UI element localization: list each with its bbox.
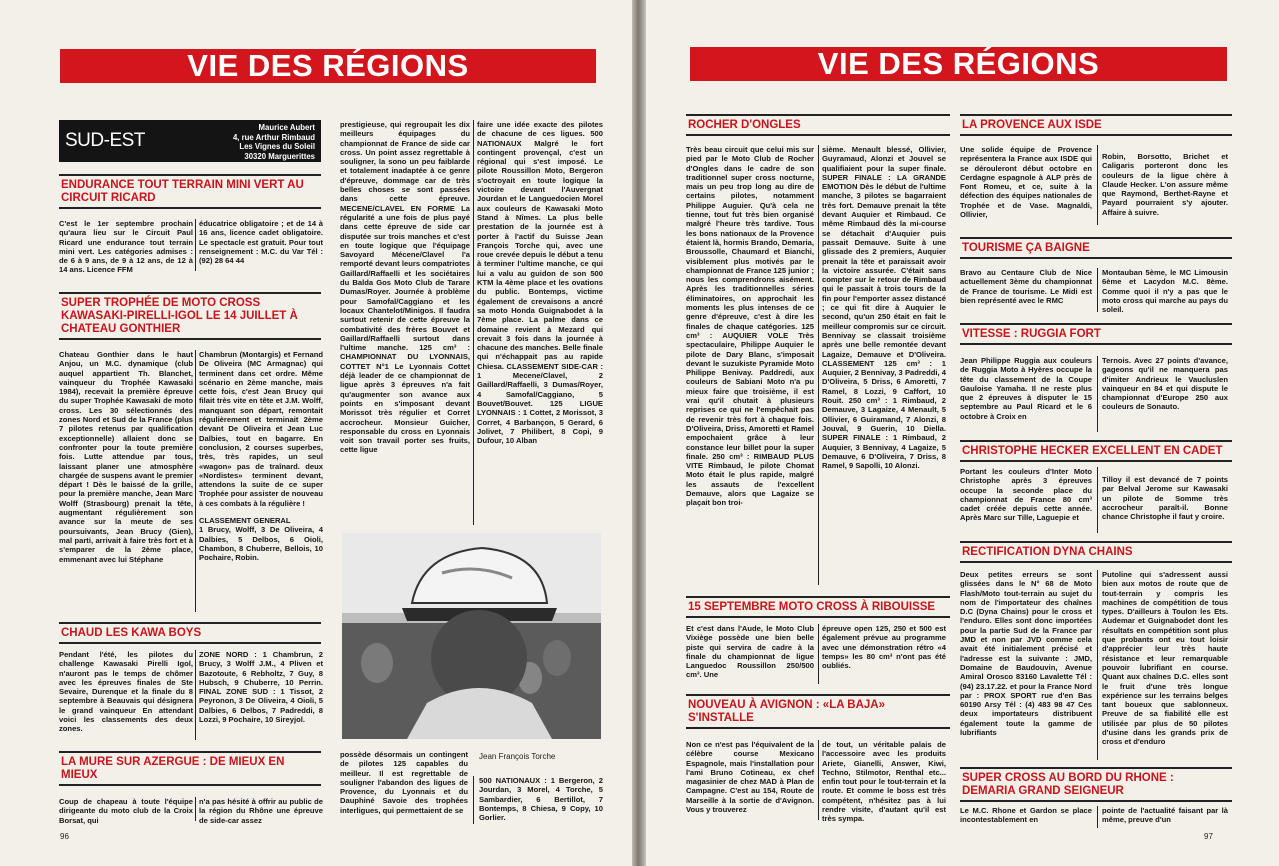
rider-photo bbox=[342, 533, 601, 739]
column-divider bbox=[473, 120, 474, 525]
article-body: C'est le 1er septembre prochain qu'aura lieu sur le Circuit Paul Ricard une endurance tout terrain mini vert. Les catégories admises : de 6 à 9 ans, de 9 à 12 ans, de 12 à 14 ans. Licence FFM bbox=[59, 219, 193, 275]
article-body: Coup de chapeau à toute l'équipe dirigeante du moto club de la Croix Borsat, qui bbox=[59, 797, 193, 825]
column-divider bbox=[195, 219, 196, 271]
page-banner-right: VIE DES RÉGIONS bbox=[690, 47, 1227, 81]
article-title-vitesse: VITESSE : RUGGIA FORT bbox=[960, 323, 1232, 345]
article-body: de tout, un véritable palais de l'accessoire avec les produits Ariete, Gianelli, Answer, Kiwi, Techno, Stilmotor, Renthal etc... enfin tout pour le tout-terrain et la route. Et comme le boss est très compétent, n'hésitez pas à lui rendre visite, d'autant qu'il est très sympa. bbox=[822, 740, 946, 824]
article-body: possède désormais un contingent de pilotes 125 capables du meilleur. Il est regrettable de souligner l'abandon des ligues de Provence, du Lyonnais et du Dauphiné Savoie des trophées interligues, qui permettaient de se bbox=[340, 750, 468, 815]
article-body: n'a pas hésité à offrir au public de la région du Rhône une épreuve de side-car assez bbox=[199, 797, 323, 825]
article-body: Deux petites erreurs se sont glissées dans le N° 68 de Moto Flash/Moto tout-terrain au sujet du nom de l'importateur des chaînes D.C (Dyna Chains) pour le cross et l'enduro. Elles sont donc importées pour la partie Sud de la France par JMD et non par JVD comme cela avait été initialement précisé et l'adresse est la suivante : JMD, Domaine de Baudouvin, Avenue Amiral Orosco 83160 Lavalette Tél : (94) 23.17.22. et pour la France Nord par : PROX SPORT rue d'en Bas 60190 Arsy Tél : (4) 483 98 47 Ces deux importateurs distribuent également toute la gamme de lubrifiants bbox=[960, 570, 1092, 738]
page-gutter bbox=[632, 0, 646, 866]
article-body: Bravo au Centaure Club de Nice actuellement 3ème du championnat de France de tourisme. Le Midi est bien représenté avec le RMC bbox=[960, 268, 1092, 305]
article-body: Portant les couleurs d'Inter Moto Christophe après 3 épreuves occupe la seconde place du championnat de France 80 cm³ cadet créée depuis cette année. Après Marc sur Tille, Laguepie et bbox=[960, 467, 1092, 523]
left-page bbox=[0, 0, 632, 866]
article-body: faire une idée exacte des pilotes de chacune de ces ligues. 500 NATIONAUX Malgré le fort contingent provençal, c'est un régional qui s'est imposé. Le pilote Roussillon Moto, Bergeron s'octroyait en toute logique la victoire devant l'Auvergnat Jourdan et le Languedocien Morel aux couleurs de Kawasaki Moto Stand à Nîmes. La plus belle prestation de la journée est à porter à l'actif du Suisse Jean François Torche qui, avec une roue crevée depuis le début a tenu à terminer l'ultime manche, ce qui lui a valu au guidon de son 500 KTM la 4ème place et les ovations du public. Bontemps, victime également de crevaisons a ancré sa moto Honda Guignabodet à la 7ème place. La palme dans ce domaine revient à Mezard qui crevait 3 fois dans la journée à chacune des manches. Belle finale qui n'échappait pas au rapide Chiesa. CLASSEMENT SIDE-CAR : 1 Mecene/Clavel, 2 Gaillard/Raffaelli, 3 Dumas/Royer, 4 Samofal/Caggiano, 5 Bouvet/Bouvet. 125 LIGUE LYONNAIS : 1 Cottet, 2 Morissot, 3 Corret, 4 Barbançon, 5 Gerard, 6 Jolivet, 7 Philibert, 8 Copi, 9 Dufour, 10 Alban bbox=[477, 120, 603, 446]
article-body: Ternois. Avec 27 points d'avance, gageons qu'il ne manquera pas d'imiter Andrieux le Vaucluslen vainqueur en 84 et qui dispute le championnat d'Europe 250 aux couleurs de Sonauto. bbox=[1102, 356, 1228, 412]
article-title-provence-isde: LA PROVENCE AUX ISDE bbox=[960, 114, 1232, 136]
column-divider bbox=[818, 145, 819, 585]
article-title-dyna-chains: RECTIFICATION DYNA CHAINS bbox=[960, 541, 1232, 563]
article-body: épreuve open 125, 250 et 500 est également prévue au programme avec une démonstration rétro «4 temps» les 80 cm³ n'ont pas été oubliés. bbox=[822, 624, 946, 671]
article-body: Putoline qui s'adressent aussi bien aux motos de route que de tout-terrain y compris les machines de compétition de tous types. D'ailleurs à Toulon les Ets. Audemar et Guignabodet dont les résultats en compétition sont plus que probants ont eu tout loisir d'apprécier leur très haute résistance et leur remarquable pouvoir lubrifiant en course. Quant aux chaînes D.C. elles sont le fruit d'une très longue expérience sur les terrains belges tant boueux que sablonneux. Preuve de sa fiabilité elle est utilisée par plus de 50 pilotes d'usine dans les grands prix de cross et d'enduro bbox=[1102, 570, 1228, 747]
rider-photo-illustration bbox=[342, 533, 601, 739]
article-title-super-cross-rhone: SUPER CROSS AU BORD DU RHONE : DEMARIA GRAND SEIGNEUR bbox=[960, 767, 1232, 802]
article-body: Robin, Borsotto, Brichet et Caligaris porteront donc les couleurs de la ligue chère à Claude Hecker. L'on assure même que Raymond, Berthet-Rayne et Payard pourraient s'y ajouter. Affaire à suivre. bbox=[1102, 152, 1228, 217]
article-body: Tilloy il est devancé de 7 points par Belval Jerome sur Kawasaki un pilote de Somme très accrocheur paraît-il. Bonne chance Christophe il faut y croire. bbox=[1102, 475, 1228, 522]
column-divider bbox=[818, 740, 819, 820]
article-title-rocher-dongles: ROCHER D'ONGLES bbox=[686, 114, 950, 136]
article-title-la-mure: LA MURE SUR AZERGUE : DE MIEUX EN MIEUX bbox=[59, 751, 321, 786]
article-body: Montauban 5ème, le MC Limousin 6ème et Lacydon M.C. 8ème. Comme quoi il n'y a pas que le moto cross qui marche au pays du soleil. bbox=[1102, 268, 1228, 315]
column-divider bbox=[195, 350, 196, 612]
column-divider bbox=[1097, 145, 1098, 225]
article-body: Et c'est dans l'Aude, le Moto Club Vixiège possède une bien belle piste qui servira de cadre à la finale du championnat de ligue Languedoc Roussillon 250/500 cm³. Une bbox=[686, 624, 814, 680]
article-body: prestigieuse, qui regroupait les dix meilleurs équipages du championnat de France de side car cross. Un point assez regrettable à souligner, la sono un peu faiblarde et totalement inadaptée à ce genre d'épreuve, dommage car de très belles choses se sont passées dans cette épreuve. MECENE/CLAVEL EN FORME La régularité a une fois de plus payé dans cette épreuve de side car disputée sur trois manches et c'est en toute logique que l'équipage Savoyard Mécene/Clavel l'a remporté devant leurs compatriotes Gaillard/Raffaelli et les sociétaires du Balda Gos Moto Club de Tarare Dumas/Royer. Journée à problème pour Samofal/Caggiano et les locaux Chantelot/Minigos. Il faudra surtout retenir de cette épreuve la combativité des frères Bouvet et Gaillard/Raffaelli surtout dans l'ultime manche. 125 cm³ : CHAMPIONNAT DU LYONNAIS, COTTET N°1 Le Lyonnais Cottet déjà leader de ce championnat de ligue après 3 épreuves n'a fait qu'augmenter son avance aux points en s'imposant devant Morissot très régulier et Corret accrocheur. Monsieur Guicher, responsable du cross en Lyonnais voit son travail porter ses fruits, cette ligue bbox=[340, 120, 470, 455]
article-body: ZONE NORD : 1 Chambrun, 2 Brucy, 3 Wolff J.M., 4 Pliven et Bazotoute, 6 Rebholtz, 7 Guy, 8 Hubsch, 9 Chuberre, 10 Perrin. FINAL ZONE SUD : 1 Tissot, 2 Peyronon, 3 De Oliveira, 4 Oioli, 5 Dalbies, 6 Delbos, 7 Padreddi, 8 Lozzi, 9 Pochaire, 10 Sireyjol. bbox=[199, 650, 323, 725]
region-address: Maurice Aubert 4, rue Arthur Rimbaud Les Vignes du Soleil 30320 Marguerittes bbox=[232, 123, 315, 161]
column-divider bbox=[1097, 356, 1098, 432]
article-title-ribouisse: 15 SEPTEMBRE MOTO CROSS À RIBOUISSE bbox=[686, 596, 950, 618]
column-divider bbox=[1097, 467, 1098, 533]
article-title-kawa-boys: CHAUD LES KAWA BOYS bbox=[59, 622, 321, 644]
article-body: Jean Philippe Ruggia aux couleurs de Ruggia Moto à Hyères occupe la tête du classement de la Coupe Gauloise Yamaha. Il ne reste plus que 2 épreuves à disputer le 15 septembre au Paul Ricard et le 6 octobre à Croix en bbox=[960, 356, 1092, 421]
page-number-right: 97 bbox=[1204, 832, 1213, 841]
page-banner-left: VIE DES RÉGIONS bbox=[60, 49, 596, 83]
page-number-left: 96 bbox=[60, 832, 69, 841]
article-body: éducatrice obligatoire ; et de 14 à 16 ans, licence cadet obligatoire. Le spectacle est gratuit. Pour tout renseignement : M.C. du Var Tél : (92) 28 64 44 bbox=[199, 219, 323, 266]
photo-caption: Jean François Torche bbox=[479, 752, 556, 761]
article-title-hecker: CHRISTOPHE HECKER EXCELLENT EN CADET bbox=[960, 440, 1232, 462]
article-body: Le M.C. Rhone et Gardon se place incontestablement en bbox=[960, 806, 1092, 825]
article-body: Non ce n'est pas l'équivalent de la célèbre course Mexicano Espagnole, mais l'installation pour l'ami Bruno Cotineau, ex chef magasinier de chez MAD à Plan de Campagne. C'est au 154, Route de Marseille à la sortie de d'Avignon. Vous y trouverez bbox=[686, 740, 814, 815]
region-name: SUD-EST bbox=[65, 130, 145, 151]
article-title-endurance: ENDURANCE TOUT TERRAIN MINI VERT AU CIRCUIT RICARD bbox=[59, 174, 321, 209]
article-body: Chateau Gonthier dans le haut Anjou, un M.C. dynamique (club auquel appartient Th. Blanchet, vainqueur du Trophée Kawasaki 1984), recevait la première épreuve du super Trophée Kawasaki de moto cross. Les 30 sélectionnés des zones Nord et Sud de la France (plus 7 pilotes retenus par qualification exceptionnelle) allaient donc se confronter pour la toute première fois. Lutte attendue par tous, laissant planer une atmosphère chargée de suspens avant le premier départ ! Dès le baissé de la grille, pour la première manche, Jean Marc Wolff (Strasbourg) prenait la tête, augmentant régulièrement son avance sur la meute de ses poursuivants, Jean Brucy (Gien), mal parti, arrivait à faire très fort et à s'emparer de la 2ème place, emmenant avec lui Stéphane bbox=[59, 350, 193, 564]
right-page bbox=[646, 0, 1279, 866]
article-body: Chambrun (Montargis) et Fernand De Oliveira (MC Armagnac) qui terminent dans cet ordre. Même scénario en 2ème manche, mais cette fois, c'est Jean Brucy qui filait très vite en tête et J.M. Wolff, manquant son départ, remontait régulièrement et terminait 2ème devant De Oliveira et Jean Luc Dalbies, tout en bagarre. En conclusion, 2 courses superbes, très, très rapides, un seul «wagon» pas de traînard. deux «Nordistes» terminent devant, attendons la suite de ce super Trophée pour assister de nouveau à ces combats à la régulière ! CLASSEMENT GENERAL 1 Brucy, Wolff, 3 De Oliveira, 4 Dalbies, 5 Delbos, 6 Oioli, Chambon, 8 Chuberre, Bellois, 10 Pochaire, Robin. bbox=[199, 350, 323, 563]
column-divider bbox=[473, 776, 474, 824]
article-body: Très beau circuit que celui mis sur pied par le Moto Club de Rocher d'Ongles dans le cadre de son traditionnel super cross nocturne, mais un peu trop long au dire de certains pilotes, notamment Philippe Auguier. Qu'à cela ne tienne, tout fut très bien organisé malgré l'heure très tardive. Tous les bons nationaux de la Provence étaient là, hormis Brando, Demaria, Broussolle, Chaumard et Bianchi, visiblement plus motivés par le championnat de France 125 junior ; nous les comprendrons aisément. Après les traditionnelles séries éliminatoires, on approchait les moments les plus intenses de ce genre d'épreuve, c'est à dire les finales de chaque catégories. 125 cm³ : AUQUIER VOLE Très spectaculaire, Philippe Auquier le pilote de Dary Blanc, s'imposait devant le suzukiste Pyramide Moto Philippe Benivay. Paddredi, aux couleurs de Sabiani Moto n'a pu mieux faire que troisième, il est vrai qu'il chutait à plusieurs reprises ce qui ne l'empêchait pas de revenir très fort à chaque fois. D'Oliveira, Driss, Amoretti et Ramel empochaient grâce à leur constance leur billet pour la super finale. 250 cm³ : RIMBAUD PLUS VITE Rimbaud, le pilote Chomat Moto était le plus rapide, malgré les assauts de l'excellent Demauve, alors que Lagaize se plaçait bon troi- bbox=[686, 145, 814, 508]
column-divider bbox=[195, 650, 196, 740]
article-body: 500 NATIONAUX : 1 Bergeron, 2 Jourdan, 3 Morel, 4 Torche, 5 Sambardier, 6 Bertillot, 7 Bontemps, 8 Chiesa, 9 Copy, 10 Gorlier. bbox=[479, 776, 603, 823]
article-title-avignon: NOUVEAU À AVIGNON : «LA BAJA» S'INSTALLE bbox=[686, 694, 950, 729]
region-header bbox=[59, 120, 321, 162]
article-title-super-trophee: SUPER TROPHÉE DE MOTO CROSS KAWASAKI-PIRELLI-IGOL LE 14 JUILLET À CHATEAU GONTHIER bbox=[59, 292, 321, 340]
article-body: Une solide équipe de Provence représentera la France aux ISDE qui se dérouleront début octobre en Cerdagne espagnole à ALP près de Font Romeu, et ce, suite à la défection des équipes nationales de Trophée et de Vase. Magnaldi, Ollivier, bbox=[960, 145, 1092, 220]
article-body: pointe de l'actualité faisant par là même, preuve d'un bbox=[1102, 806, 1228, 825]
column-divider bbox=[818, 624, 819, 684]
article-title-tourisme: TOURISME ÇA BAIGNE bbox=[960, 237, 1232, 259]
column-divider bbox=[1097, 268, 1098, 312]
article-body: Pendant l'été, les pilotes du challenge Kawasaki Pirelli Igol, n'auront pas le temps de chômer avec les épreuves finales de Ste Sevaire, Durenque et la finale du 8 septembre à Beauvais qui désignera le grand vainqueur En attendant voici les classements des deux zones. bbox=[59, 650, 193, 734]
column-divider bbox=[1097, 806, 1098, 828]
column-divider bbox=[1097, 570, 1098, 760]
article-body: sième. Menault blessé, Ollivier, Guyramaud, Alonzi et Jouvel se qualifiaient pour la super finale. SUPER FINALE : LA GRANDE EMOTION Dès le début de l'ultime manche, 3 pilotes se bagarraient très fort. Demauve prenait la tête devant Auquier et Rimbaud. Ce même Rimbaud dès la mi-course se détachait d'Auquier puis passait Demauve. Suite à une glissade des 2 premiers, Auquier prenait la tête et paraissait avoir la victoire assurée. C'était sans compter sur le retour de Rimbaud qui le passait à trois tours de la fin pour l'emporter assez distancé ; ce qui fit dire à Auquier le second, qu'un 250 était en fait le meilleur compromis sur ce circuit. Bennivay se classait troisième après une belle remontée devant Lagaize, Demauve et D'Oliveira. CLASSEMENT 125 cm³ : 1 Auquier, 2 Bennivay, 3 Padreddi, 4 D'Oliveira, 5 Driss, 6 Amoretti, 7 Ramel, 8 Lozzi, 9 Caffort, 10 Rouit. 250 cm³ : 1 Rimbaud, 2 Demauve, 3 Lagaize, 4 Menault, 5 Ollivier, 6 Guiramand, 7 Alonzi, 8 Jouval, 9 Guerin, 10 Diella. SUPER FINALE : 1 Rimbaud, 2 Auquier, 3 Bennivay, 4 Lagaize, 5 Demauve, 6 D'Oliveira, 7 Driss, 8 Ramel, 9 Sapolli, 10 Alonzi. bbox=[822, 145, 946, 471]
column-divider bbox=[195, 797, 196, 821]
